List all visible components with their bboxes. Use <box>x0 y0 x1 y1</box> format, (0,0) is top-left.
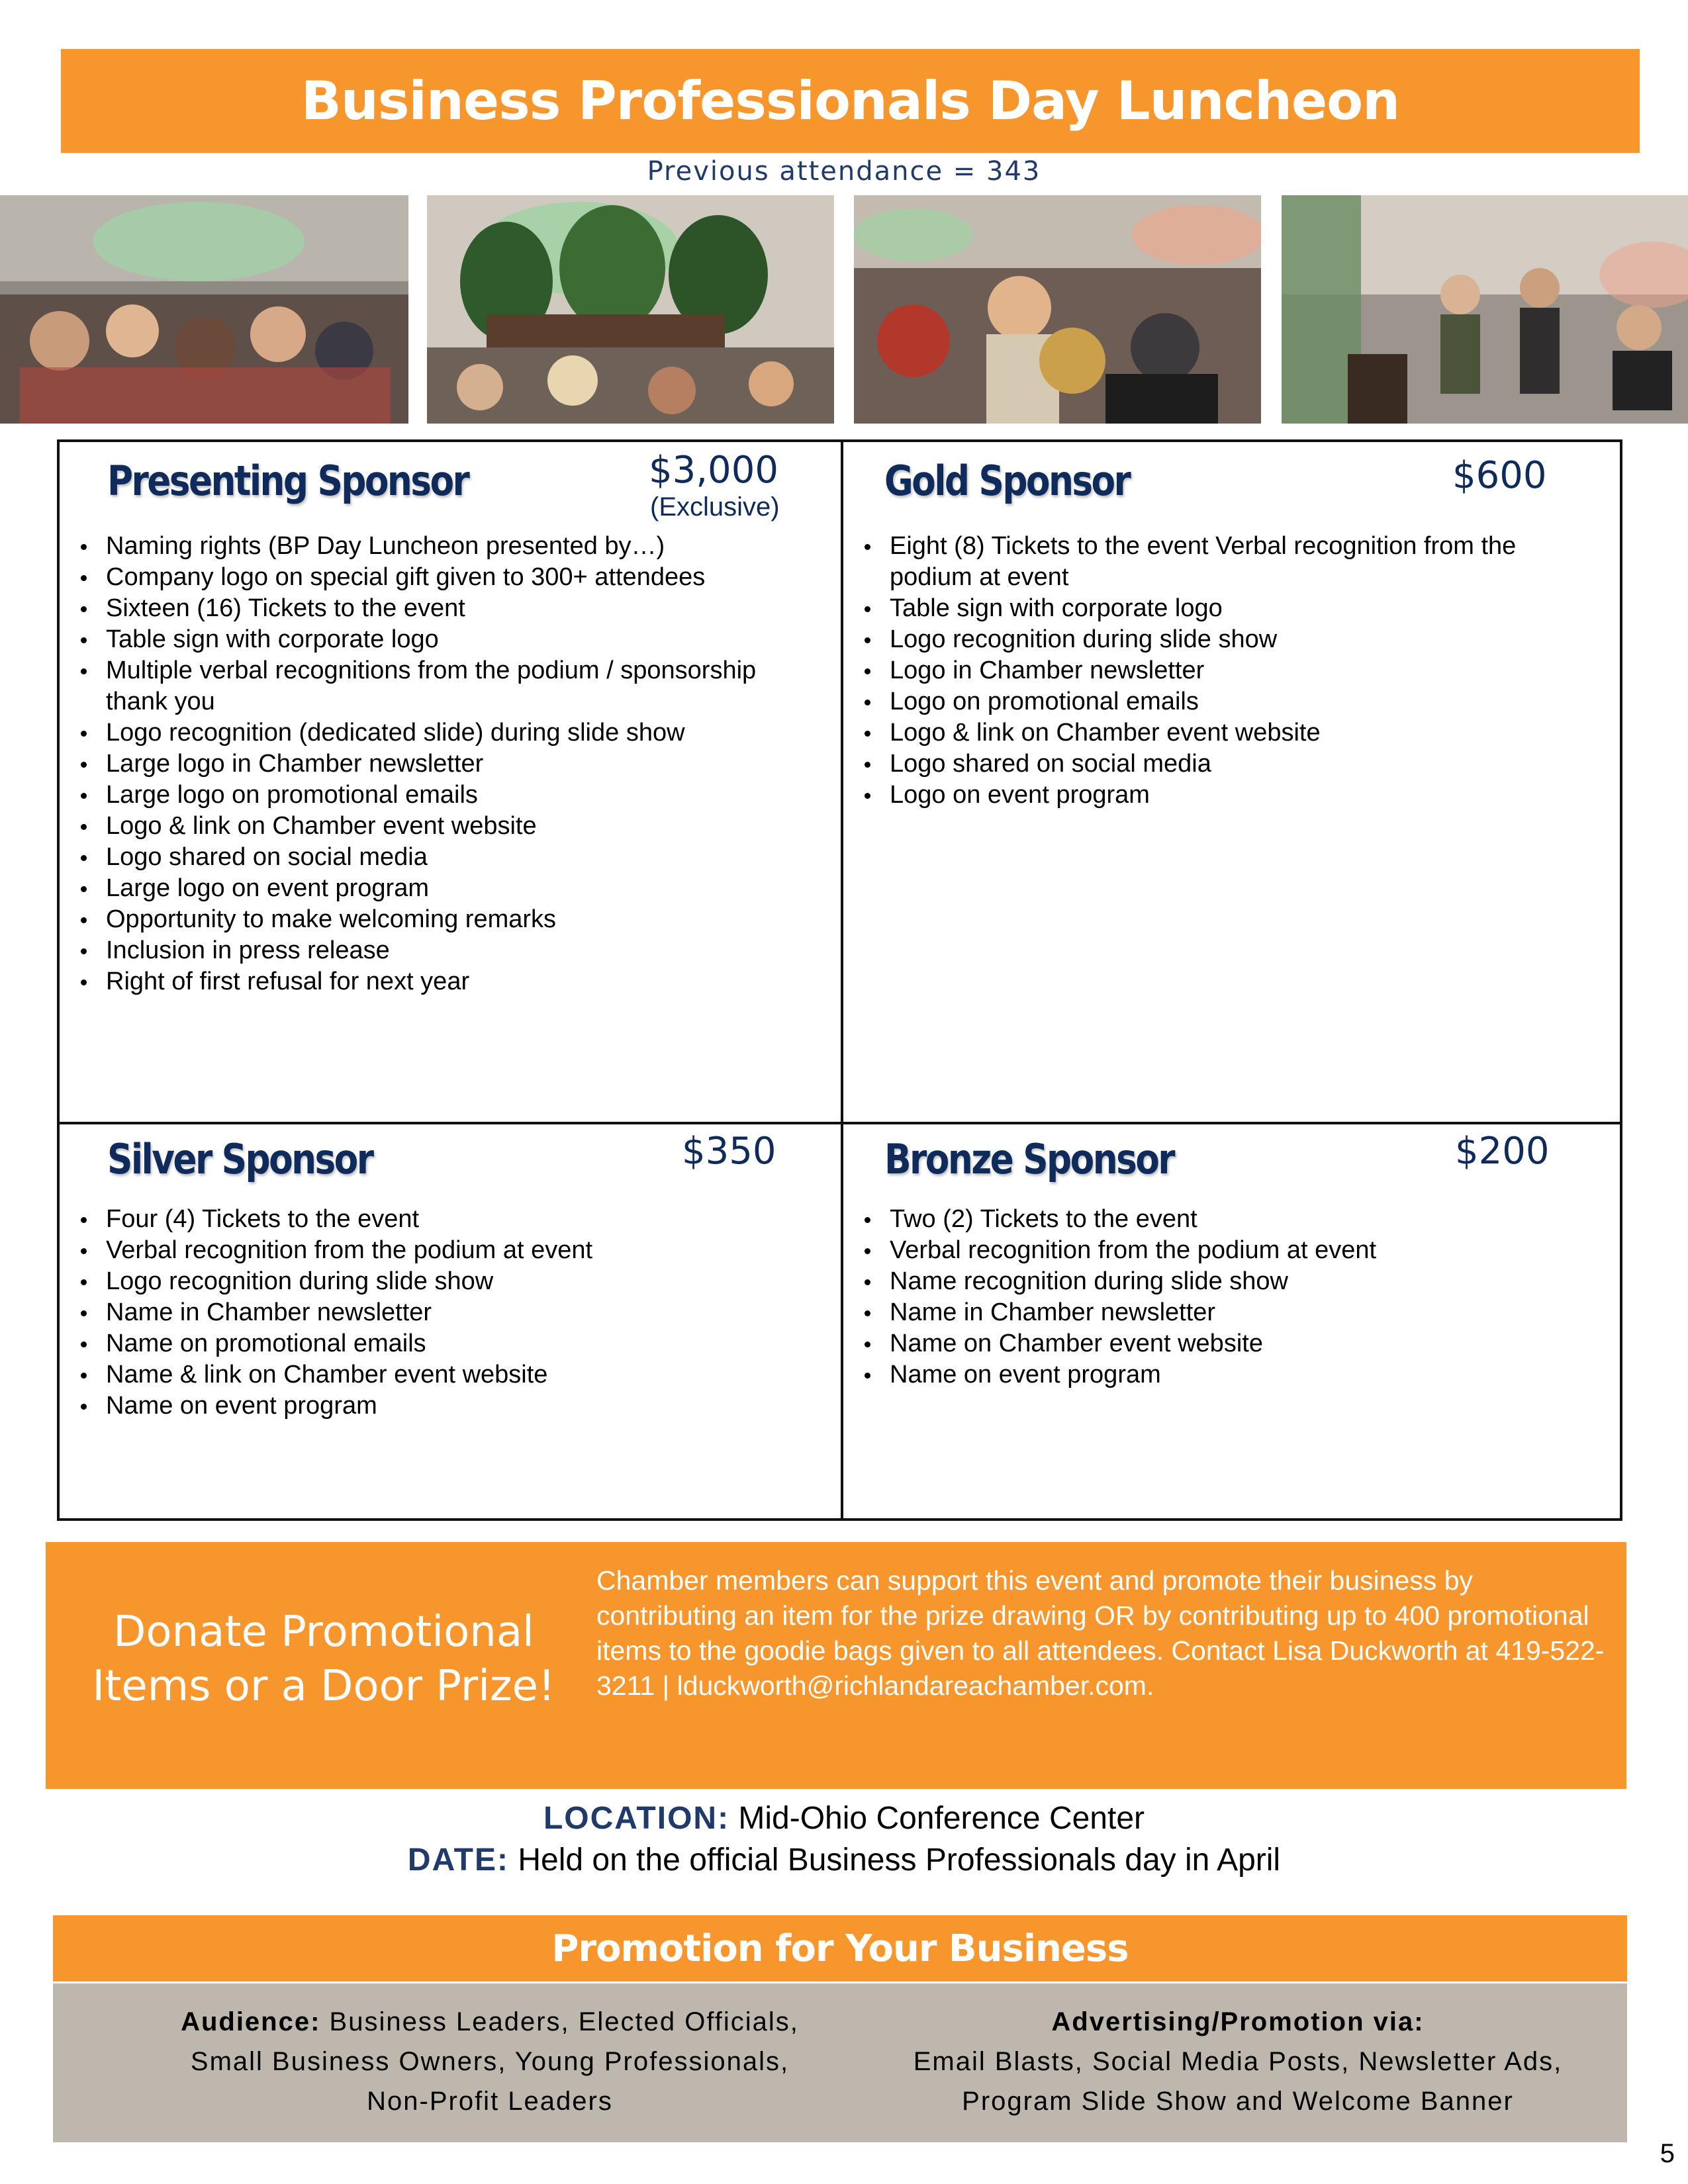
audience-column <box>106 2002 874 2121</box>
promotion-title: Promotion for Your Business <box>551 1927 1129 1970</box>
event-photo-1 <box>0 195 408 424</box>
silver-sponsor-name: Silver Sponsor <box>107 1135 373 1183</box>
location-value: Mid-Ohio Conference Center <box>738 1801 1145 1836</box>
event-photo-3 <box>854 195 1261 424</box>
benefit-item: Logo & link on Chamber event website <box>106 811 821 842</box>
benefit-item: Logo on event program <box>890 780 1605 811</box>
benefit-item: Logo shared on social media <box>106 842 821 873</box>
date-label: DATE: <box>407 1843 509 1878</box>
benefit-item: Verbal recognition from the podium at event <box>890 1235 1605 1266</box>
benefit-item: Name in Chamber newsletter <box>106 1297 821 1328</box>
presenting-sponsor-note: (Exclusive) <box>650 492 780 522</box>
benefit-item: Logo in Chamber newsletter <box>890 655 1605 686</box>
benefit-item: Logo on promotional emails <box>890 686 1605 717</box>
bronze-sponsor-benefits <box>843 1204 1605 1390</box>
event-photo-4 <box>1282 195 1688 424</box>
benefit-item: Logo & link on Chamber event website <box>890 717 1605 749</box>
benefit-item: Multiple verbal recognitions from the podium / sponsorship thank you <box>106 655 821 717</box>
donate-description: Chamber members can support this event and promote their business by contributing an item for the prize drawing OR by contributing up to 400 promotional items to the goodie bags given to all attendees. Contact Lisa Duckworth at 419-522-3211 | lduckworth@richlandareachamber.com. <box>596 1565 1605 1701</box>
gold-sponsor-benefits <box>843 531 1605 811</box>
bronze-sponsor-name: Bronze Sponsor <box>884 1135 1174 1183</box>
benefit-item: Name in Chamber newsletter <box>890 1297 1605 1328</box>
location-label: LOCATION: <box>543 1801 730 1836</box>
benefit-item: Logo recognition during slide show <box>890 624 1605 655</box>
presenting-sponsor-name: Presenting Sponsor <box>107 457 469 505</box>
event-photo-2 <box>427 195 834 424</box>
bronze-sponsor-price: $200 <box>1455 1130 1550 1173</box>
advertising-line-2: Program Slide Show and Welcome Banner <box>962 2087 1514 2116</box>
presenting-sponsor-price: $3,000 <box>649 449 778 492</box>
sponsor-grid <box>57 439 1622 1521</box>
previous-attendance: Previous attendance = 343 <box>647 156 1041 187</box>
benefit-item: Table sign with corporate logo <box>106 624 821 655</box>
date-value: Held on the official Business Professionals day in April <box>518 1843 1281 1878</box>
benefit-item: Large logo on event program <box>106 873 821 904</box>
benefit-item: Verbal recognition from the podium at event <box>106 1235 821 1266</box>
silver-sponsor-cell <box>60 1124 841 1518</box>
benefit-item: Sixteen (16) Tickets to the event <box>106 593 821 624</box>
benefit-item: Name on event program <box>890 1359 1605 1390</box>
benefit-item: Logo shared on social media <box>890 749 1605 780</box>
benefit-item: Name on Chamber event website <box>890 1328 1605 1359</box>
audience-line-3: Non-Profit Leaders <box>367 2087 613 2116</box>
bronze-sponsor-cell <box>843 1124 1622 1518</box>
promotion-panel <box>53 1983 1627 2142</box>
audience-line-1: Business Leaders, Elected Officials, <box>329 2007 799 2036</box>
silver-sponsor-benefits <box>60 1204 821 1422</box>
donate-title: Donate Promotional Items or a Door Prize! <box>92 1608 555 1711</box>
benefit-item: Four (4) Tickets to the event <box>106 1204 821 1235</box>
presenting-sponsor-cell <box>60 442 841 1122</box>
page-number: 5 <box>1660 2139 1675 2168</box>
benefit-item: Opportunity to make welcoming remarks <box>106 904 821 935</box>
promotion-header <box>53 1915 1627 1981</box>
benefit-item: Logo recognition (dedicated slide) during slide show <box>106 717 821 749</box>
benefit-item: Right of first refusal for next year <box>106 966 821 997</box>
gold-sponsor-cell <box>843 442 1622 1122</box>
silver-sponsor-price: $350 <box>682 1130 776 1173</box>
benefit-item: Table sign with corporate logo <box>890 593 1605 624</box>
advertising-label: Advertising/Promotion via: <box>1051 2007 1425 2036</box>
benefit-item: Name & link on Chamber event website <box>106 1359 821 1390</box>
audience-line-2: Small Business Owners, Young Professionals, <box>190 2047 790 2076</box>
donate-box <box>46 1542 1626 1789</box>
benefit-item: Company logo on special gift given to 300+ attendees <box>106 562 821 593</box>
benefit-item: Name recognition during slide show <box>890 1266 1605 1297</box>
presenting-sponsor-benefits <box>60 531 821 997</box>
benefit-item: Name on event program <box>106 1390 821 1422</box>
advertising-line-1: Email Blasts, Social Media Posts, Newsletter Ads, <box>913 2047 1563 2076</box>
benefit-item: Name on promotional emails <box>106 1328 821 1359</box>
audience-label: Audience: <box>181 2007 321 2036</box>
date-line <box>0 1842 1688 1878</box>
advertising-column <box>867 2002 1609 2121</box>
title-banner <box>61 49 1640 153</box>
benefit-item: Naming rights (BP Day Luncheon presented by…) <box>106 531 821 562</box>
benefit-item: Logo recognition during slide show <box>106 1266 821 1297</box>
benefit-item: Eight (8) Tickets to the event Verbal recognition from the podium at event <box>890 531 1605 593</box>
location-line <box>0 1800 1688 1837</box>
page-title: Business Professionals Day Luncheon <box>301 70 1400 132</box>
benefit-item: Large logo on promotional emails <box>106 780 821 811</box>
benefit-item: Inclusion in press release <box>106 935 821 966</box>
gold-sponsor-name: Gold Sponsor <box>884 457 1130 505</box>
gold-sponsor-price: $600 <box>1452 454 1547 497</box>
benefit-item: Large logo in Chamber newsletter <box>106 749 821 780</box>
benefit-item: Two (2) Tickets to the event <box>890 1204 1605 1235</box>
